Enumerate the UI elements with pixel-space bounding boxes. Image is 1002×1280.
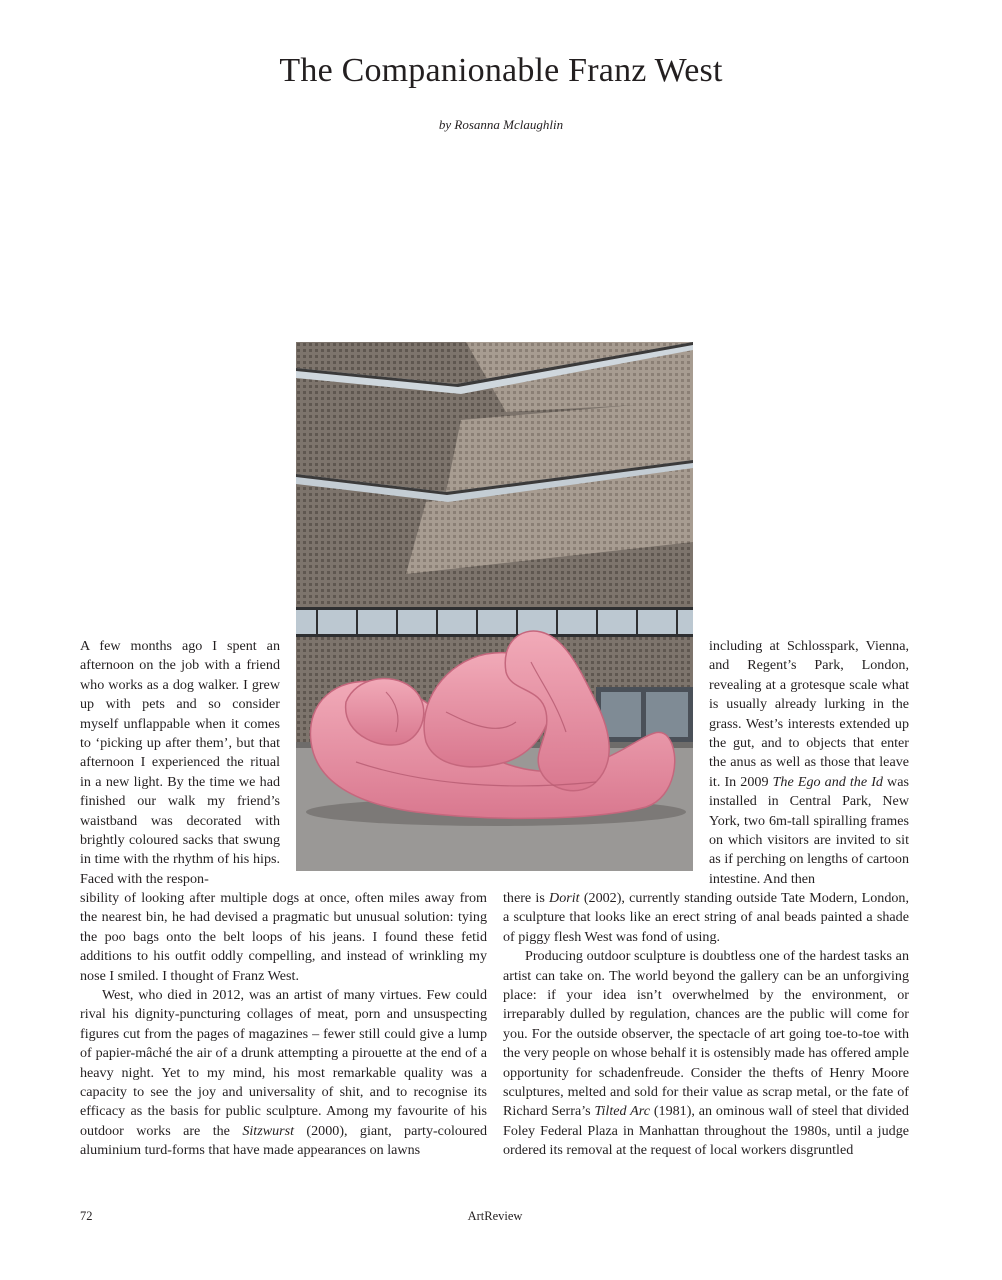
artwork-title-tilted-arc: Tilted Arc: [594, 1103, 650, 1120]
artwork-title-dorit: Dorit: [549, 890, 580, 906]
photo-pink-sculpture: [296, 342, 693, 871]
column-wide-right: [503, 889, 909, 1161]
magazine-name: ArtReview: [467, 1209, 523, 1223]
paragraph-outdoor-works-cont: including at Schlosspark, Vienna, and Regent’s Park, London, revealing at a grotesque scale what is usually already lurking in the grass. West’s interests extended up the gut, and to objects that enter the anus as well as those that leave it. In 2009 The Ego and the Id was installed in Central Park, New York, two 6m-tall spiralling frames on which visitors are invited to sit as if perching on lengths of cartoon intestine. And then: [709, 638, 909, 887]
paragraph-intro-end: sibility of looking after multiple dogs at once, often miles away from the nearest bin, he had devised a pragmatic but unusual solution: tying the poo bags onto the belt loops of his jeans. I found these fetid additions to his outfit oddly compelling, and instead of wrinkling my nose I smiled. I thought of Franz West.: [80, 890, 487, 984]
column-narrow-right: [709, 637, 909, 889]
page-number: 72: [80, 1209, 93, 1223]
article-title: The Companionable Franz West: [279, 52, 723, 89]
paragraph-outdoor-sculpture: Producing outdoor sculpture is doubtless one of the hardest tasks an artist can take on. The world beyond the gallery can be an unforgiving place: if your idea isn’t overwhelmed by the environment, or irreparably dulled by regulation, chances are the public will come for you. For the outside observer, the spectacle of art going toe-to-toe with the very people on whose behalf it is ostensibly made has offered ample opportunity for schadenfreude. Consider the thefts of Henry Moore sculptures, melted and sold for their value as scrap metal, or the fate of Richard Serra’s Tilted Arc (1981), an ominous wall of steel that divided Foley Federal Plaza in Manhattan throughout the 1980s, until a judge ordered its removal at the request of local workers disgruntled: [503, 948, 909, 1159]
column-narrow-left: [80, 637, 280, 889]
paragraph-dorit: there is Dorit (2002), currently standing outside Tate Modern, London, a sculpture that looks like an erect string of anal beads painted a shade of piggy flesh West was fond of using.: [503, 890, 909, 945]
paragraph-intro-start: A few months ago I spent an afternoon on the job with a friend who works as a dog walker. I grew up with pets and so consider myself unflappable when it comes to ‘picking up after them’, but that afternoon I experienced the ritual in a new light. By the time we had finished our walk my friend’s waistband was decorated with brightly coloured sacks that swung in time with the rhythm of his hips. Faced with the respon-: [80, 638, 280, 887]
paragraph-west-virtues: West, who died in 2012, was an artist of many virtues. Few could rival his dignity-puncturing collages of meat, porn and unsuspecting figures cut from the pages of magazines – fewer still could give a lump of papier-mâché the air of a drunk attempting a pirouette at the end of a heavy night. Yet to my mind, his most remarkable quality was a capacity to see the joy and universality of shit, and to recognise its efficacy as the basis for public sculpture. Among my favourite of his outdoor works are the Sitzwurst (2000), giant, party-coloured aluminium turd-forms that have made appearances on lawns: [80, 987, 487, 1159]
column-wide-left: [80, 889, 487, 1161]
artwork-title-sitzwurst: Sitzwurst: [242, 1122, 295, 1139]
byline: by Rosanna Mclaughlin: [438, 117, 564, 132]
artwork-title-ego-and-id: The Ego and the Id: [772, 773, 883, 790]
